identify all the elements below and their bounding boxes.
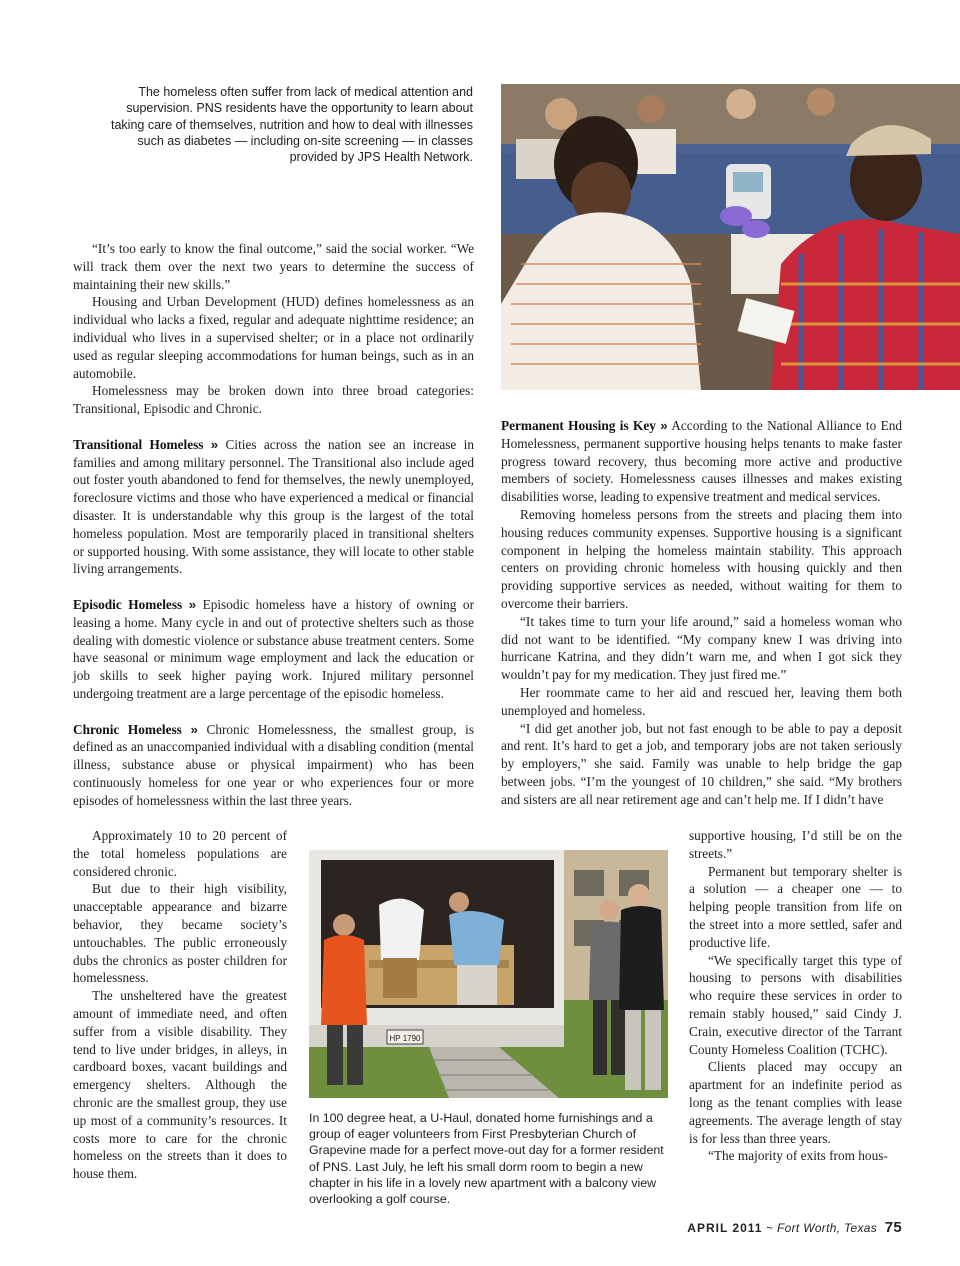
paragraph: supportive housing, I’d still be on the streets.” <box>689 828 902 861</box>
paragraph: “The majority of exits from hous- <box>708 1148 888 1164</box>
section-body: Cities across the nation see an increase in families and among military personnel. The Transitional also include aged out foster youth abandoned to fend for themselves, the newly unemployed, foreclosure victims and those who have experienced a medical or financial disaster. It is understandable why this group is the largest of the total homeless population. Most are temporarily placed in transitional shelters or supported housing. With some assistance, they will locate to other stable living arrangements. <box>73 436 475 577</box>
publication-location: Fort Worth, Texas <box>777 1221 878 1235</box>
paragraph: Permanent but temporary shelter is a solution — a cheaper one — to helping people transition from life on the street into a more settled, safer and productive life. <box>689 863 902 950</box>
health-screening-photo <box>501 84 960 390</box>
section-heading: Transitional Homeless <box>73 436 204 452</box>
health-screening-illustration <box>501 84 960 390</box>
section-heading: Episodic Homeless <box>73 596 183 612</box>
left-column <box>73 240 474 810</box>
paragraph: “It’s too early to know the final outcome,” said the social worker. “We will track them over the next two years to determine the success of maintaining their new skills.” <box>73 241 474 292</box>
page-footer <box>600 1219 902 1236</box>
page-number: 75 <box>884 1219 902 1236</box>
paragraph: Homelessness may be broken down into three broad categories: Transitional, Episodic and Chronic. <box>73 383 474 417</box>
moving-day-photo <box>309 850 668 1098</box>
left-narrow-column <box>73 827 287 1183</box>
section-body: Episodic homeless have a history of owning or leasing a home. Many cycle in and out of protective shelters such as those dealing with domestic violence or substance abuse treatment centers. Some have seasonal or minimum wage employment and lack the education or job skills to seek higher paying work. Injured military personnel undergoing treatment are a large percentage of the episodic homeless. <box>73 596 475 701</box>
paragraph: “I did get another job, but not fast enough to be able to pay a deposit and rent. It’s hard to get a job, and temporary jobs are not taken seriously by employers,” she said. Family was unable to help bridge the gap between jobs. “I’m the youngest of 10 children,” she said. “My brothers and sisters are all near retirement age and can’t help me. If I didn’t have <box>501 720 902 807</box>
paragraph: Approximately 10 to 20 percent of the total homeless populations are considered chronic. <box>73 828 287 879</box>
heading-arrow-icon: » <box>188 596 197 612</box>
section-heading: Permanent Housing is Key <box>501 418 656 433</box>
paragraph: “We specifically target this type of housing to persons with disabilities who require these services in order to remain stably housed,” said Cindy J. Crain, executive director of the Tarrant County Homeless Coalition (TCHC). <box>689 952 902 1057</box>
section-heading: Chronic Homeless <box>73 721 182 737</box>
chronic-section <box>73 721 474 810</box>
episodic-section <box>73 596 474 703</box>
paragraph: Her roommate came to her aid and rescued her, leaving them both unemployed and homeless. <box>501 684 902 718</box>
right-narrow-column <box>689 827 902 1165</box>
heading-arrow-icon: » <box>210 436 219 452</box>
license-plate-text: HP 1790 <box>389 1034 421 1043</box>
paragraph: “It takes time to turn your life around,” said a homeless woman who did not want to be identified. “My company knew I was driving into hurricane Katrina, and they didn’t warn me, and when I got sick they wouldn’t pay for my medication. They just fired me.” <box>501 613 902 683</box>
paragraph: But due to their high visibility, unacceptable appearance and bizarre behavior, they became society’s untouchables. The public erroneously dubs the chronics as poster children for homelessness. <box>73 881 287 986</box>
permanent-housing-section <box>501 417 902 506</box>
paragraph: Clients placed may occupy an apartment for an indefinite period as long as the tenant complies with lease agreements. The average length of stay is for less than three years. <box>689 1059 902 1146</box>
right-column <box>501 417 902 809</box>
moving-truck-illustration <box>309 850 668 1098</box>
top-photo-caption: The homeless often suffer from lack of medical attention and supervision. PNS residents have the opportunity to learn about taking care of themselves, nutrition and how to deal with illnesses such as diabetes — including on-site screening — in classes provided by JPS Health Network. <box>111 85 473 165</box>
issue-date: APRIL 2011 <box>687 1221 763 1235</box>
paragraph: Removing homeless persons from the streets and placing them into housing reduces community expenses. Supportive housing is a significant component in helping the homeless maintain stability. This approach centers on providing chronic homeless with housing quickly and then providing supportive services as needed, without waiting for them to overcome their barriers. <box>501 506 902 611</box>
footer-separator: ~ <box>766 1221 774 1235</box>
paragraph: The unsheltered have the greatest amount of immediate need, and often suffer from a visible disability. They tend to live under bridges, in alleys, in cardboard boxes, vacant buildings and emergency shelters. Although the chronic are the smallest group, they use up most of a community’s resources. It costs more to care for the chronic homeless on the streets than it does to house them. <box>73 988 287 1182</box>
paragraph: Housing and Urban Development (HUD) defines homelessness as an individual who lacks a fixed, regular and adequate nighttime residence; an individual who lives in a supervised shelter; or in a place not ordinarily used as regular sleeping accommodations for human beings, such as in an automobile. <box>73 294 474 381</box>
bottom-photo-caption: In 100 degree heat, a U-Haul, donated home furnishings and a group of eager volunteers from First Presbyterian Church of Grapevine made for a perfect move-out day for a former resident of PNS. Last July, he left his small dorm room to begin a new chapter in his life in a lovely new apartment with a balcony view overlooking a golf course. <box>309 1111 664 1207</box>
section-body: According to the National Alliance to End Homelessness, permanent supportive housing helps tenants to make faster progress toward recovery, thus becoming more active and productive members of society. Homelessness causes illnesses and makes existing disabilities worse, leading to expensive treatment and medical services. <box>501 418 902 505</box>
heading-arrow-icon: » <box>190 721 198 737</box>
transitional-section <box>73 436 474 578</box>
section-body: Chronic Homelessness, the smallest group, is defined as an unaccompanied individual with a disabling condition (mental illness, substance abuse or physical impairment) who has been continuously homeless for one year or who experiences four or more episodes of homelessness within the last three years. <box>73 721 475 808</box>
heading-arrow-icon: » <box>660 418 668 433</box>
